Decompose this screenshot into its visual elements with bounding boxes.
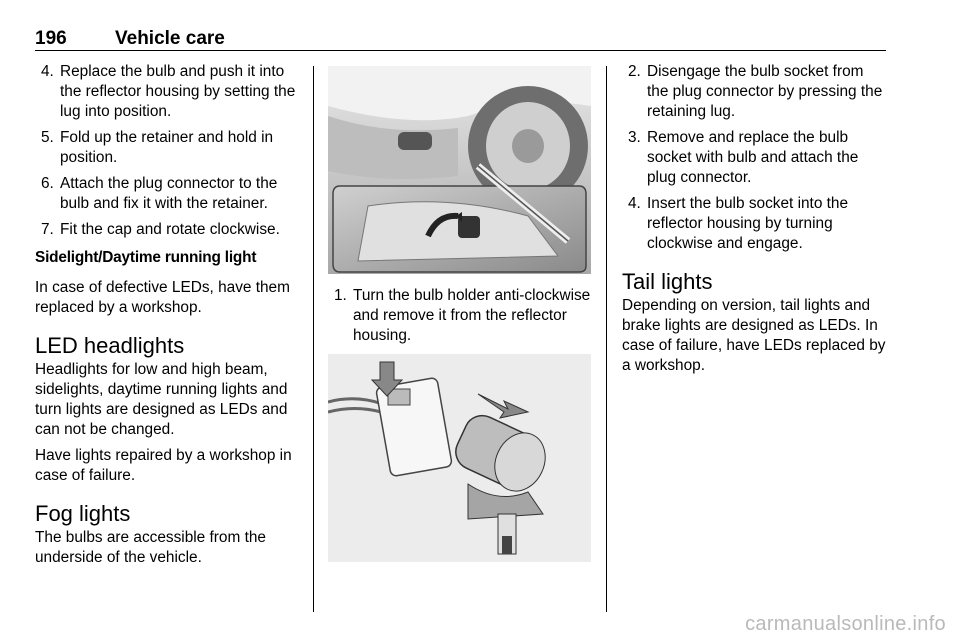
step-item bbox=[35, 174, 300, 214]
fog-lights-heading: Fog lights bbox=[35, 501, 131, 526]
step-number: 3. bbox=[628, 129, 641, 146]
step-item bbox=[35, 220, 300, 240]
led-headlights-heading: LED headlights bbox=[35, 333, 185, 358]
steps-list bbox=[328, 286, 592, 346]
step-number: 5. bbox=[41, 129, 54, 146]
step-text: Replace the bulb and push it into the reflector housing by setting the lug into position. bbox=[60, 63, 296, 120]
fog-text: The bulbs are accessible from the underside of the vehicle. bbox=[35, 529, 266, 566]
column-divider-1 bbox=[313, 66, 314, 612]
sidelight-text: In case of defective LEDs, have them replaced by a workshop. bbox=[35, 279, 290, 316]
step-item bbox=[622, 194, 887, 254]
fog-light-access-illustration bbox=[328, 66, 591, 274]
steps-list bbox=[622, 62, 887, 254]
sidelight-heading: Sidelight/Daytime running light bbox=[35, 249, 257, 266]
page-number: 196 bbox=[35, 28, 67, 49]
led-text-1: Headlights for low and high beam, sidelights, daytime running lights and turn lights are designed as LEDs and can not be changed. bbox=[35, 361, 288, 438]
step-text: Fold up the retainer and hold in position. bbox=[60, 129, 274, 166]
step-number: 4. bbox=[41, 63, 54, 80]
tail-lights-heading: Tail lights bbox=[622, 269, 713, 294]
section-title: Vehicle care bbox=[115, 28, 225, 49]
step-number: 7. bbox=[41, 221, 54, 238]
bulb-holder-removal-illustration bbox=[328, 354, 591, 562]
step-item bbox=[328, 286, 592, 346]
step-text: Insert the bulb socket into the reflector housing by turning clockwise and engage. bbox=[647, 195, 849, 252]
step-text: Turn the bulb holder anti-clockwise and remove it from the reflector housing. bbox=[353, 287, 591, 344]
step-text: Attach the plug connector to the bulb and fix it with the retainer. bbox=[60, 175, 278, 212]
column-divider-2 bbox=[606, 66, 607, 612]
page-header bbox=[35, 28, 885, 50]
step-text: Remove and replace the bulb socket with bulb and attach the plug connector. bbox=[647, 129, 859, 186]
step-number: 2. bbox=[628, 63, 641, 80]
column-2 bbox=[328, 62, 592, 562]
step-item bbox=[35, 62, 300, 122]
tail-text: Depending on version, tail lights and brake lights are designed as LEDs. In case of failure, have LEDs replaced by a workshop. bbox=[622, 297, 886, 374]
column-1 bbox=[35, 62, 300, 574]
step-item bbox=[622, 128, 887, 188]
step-item bbox=[35, 128, 300, 168]
led-text-2: Have lights repaired by a workshop in case of failure. bbox=[35, 447, 292, 484]
column-3 bbox=[622, 62, 887, 382]
header-divider bbox=[35, 50, 886, 51]
step-number: 4. bbox=[628, 195, 641, 212]
step-item bbox=[622, 62, 887, 122]
watermark: carmanualsonline.info bbox=[745, 613, 946, 635]
steps-list bbox=[35, 62, 300, 240]
step-text: Fit the cap and rotate clockwise. bbox=[60, 221, 280, 238]
step-text: Disengage the bulb socket from the plug connector by pressing the retaining lug. bbox=[647, 63, 883, 120]
step-number: 6. bbox=[41, 175, 54, 192]
step-number: 1. bbox=[334, 287, 347, 304]
